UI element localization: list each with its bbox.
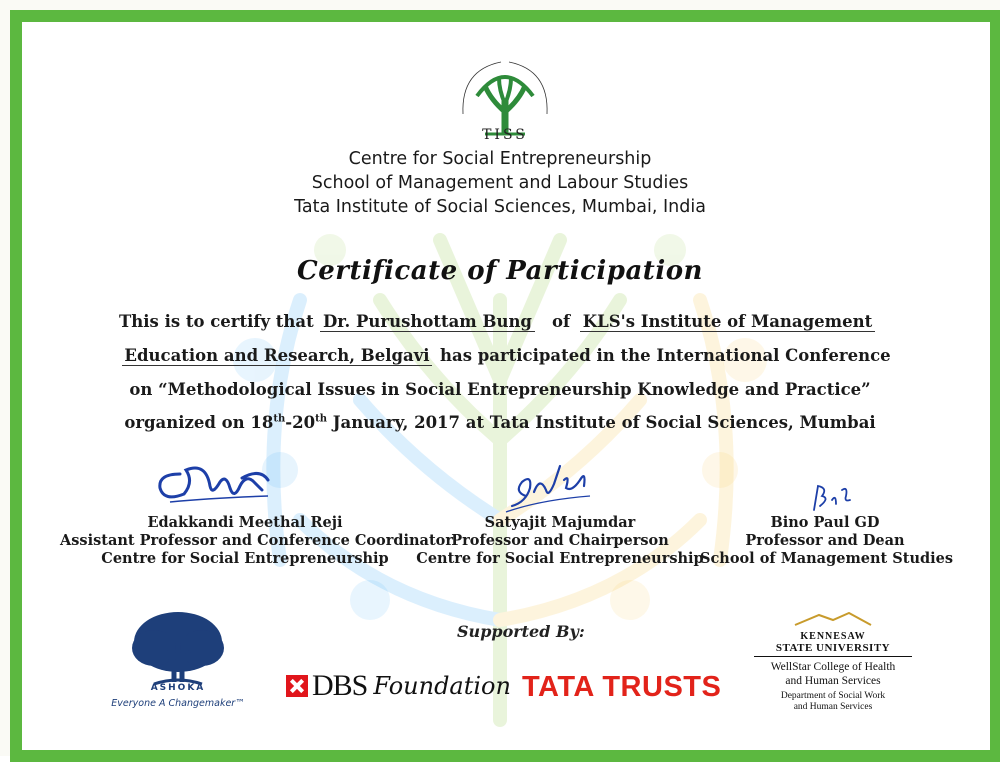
signatory-2 xyxy=(410,514,710,568)
institute-name-part1: KLS's Institute of Management xyxy=(580,312,875,332)
ksu-college-line2: and Human Services xyxy=(785,675,881,687)
signatory-3-unit: School of Management Studies xyxy=(700,550,954,567)
supported-by-label: Supported By: xyxy=(457,622,585,641)
certify-prefix: This is to certify that xyxy=(119,312,314,331)
signatory-1-unit: Centre for Social Entrepreneurship xyxy=(101,550,389,567)
sup-th-1: th xyxy=(273,413,286,425)
ksu-name-line2: STATE UNIVERSITY xyxy=(754,642,912,657)
signatory-2-unit: Centre for Social Entrepreneurship xyxy=(416,550,704,567)
sup-th-2: th xyxy=(315,413,327,425)
signatory-1-role: Assistant Professor and Conference Coordinator xyxy=(60,532,453,549)
certificate-title: Certificate of Participation xyxy=(297,256,703,286)
signature-majumdar xyxy=(500,454,610,516)
conference-line: on “Methodological Issues in Social Entrepreneurship Knowledge and Practice” xyxy=(129,380,871,399)
ashoka-tagline: Everyone A Changemaker™ xyxy=(111,698,245,709)
signatory-3-name: Bino Paul GD xyxy=(770,514,880,531)
ksu-dept-line2: and Human Services xyxy=(793,702,873,712)
dbs-foundation-text: Foundation xyxy=(373,672,511,700)
dbs-brand: DBS xyxy=(312,669,368,702)
signatory-1 xyxy=(60,514,453,568)
ashoka-name: ASHOKA xyxy=(150,683,206,693)
signatory-1-name: Edakkandi Meethal Reji xyxy=(147,514,343,531)
participated-text: has participated in the International Conference xyxy=(440,346,891,365)
dbs-foundation-logo xyxy=(286,668,511,704)
tiss-abbreviation: TISS xyxy=(482,127,528,143)
ksu-college-line1: WellStar College of Health xyxy=(770,661,896,673)
signatory-2-role: Professor and Chairperson xyxy=(451,532,669,549)
institute-name-part2: Education and Research, Belgavi xyxy=(122,346,432,366)
participant-name: Dr. Purushottam Bung xyxy=(320,312,535,332)
dbs-x-icon xyxy=(286,675,308,697)
tata-trusts-logo: TATA TRUSTS xyxy=(522,671,722,703)
organized-suffix: January, 2017 at Tata Institute of Social Sciences, Mumbai xyxy=(326,413,876,432)
kennesaw-logo xyxy=(754,612,912,713)
header-centre: Centre for Social Entrepreneurship xyxy=(348,149,652,169)
of-word: of xyxy=(552,312,571,331)
organized-prefix: organized on 18 xyxy=(124,413,274,432)
signatory-2-name: Satyajit Majumdar xyxy=(484,514,636,531)
header-school: School of Management and Labour Studies xyxy=(311,173,689,193)
signatory-3 xyxy=(700,514,954,568)
ksu-name-line1: KENNESAW xyxy=(800,631,866,642)
signature-reji xyxy=(150,452,280,512)
header-institute: Tata Institute of Social Sciences, Mumbai, India xyxy=(294,197,706,217)
kennesaw-mountain-icon xyxy=(793,612,873,626)
signatory-3-role: Professor and Dean xyxy=(745,532,905,549)
organized-line xyxy=(0,413,1000,432)
date-dash: -20 xyxy=(285,413,316,432)
ksu-dept-line1: Department of Social Work xyxy=(780,691,886,701)
